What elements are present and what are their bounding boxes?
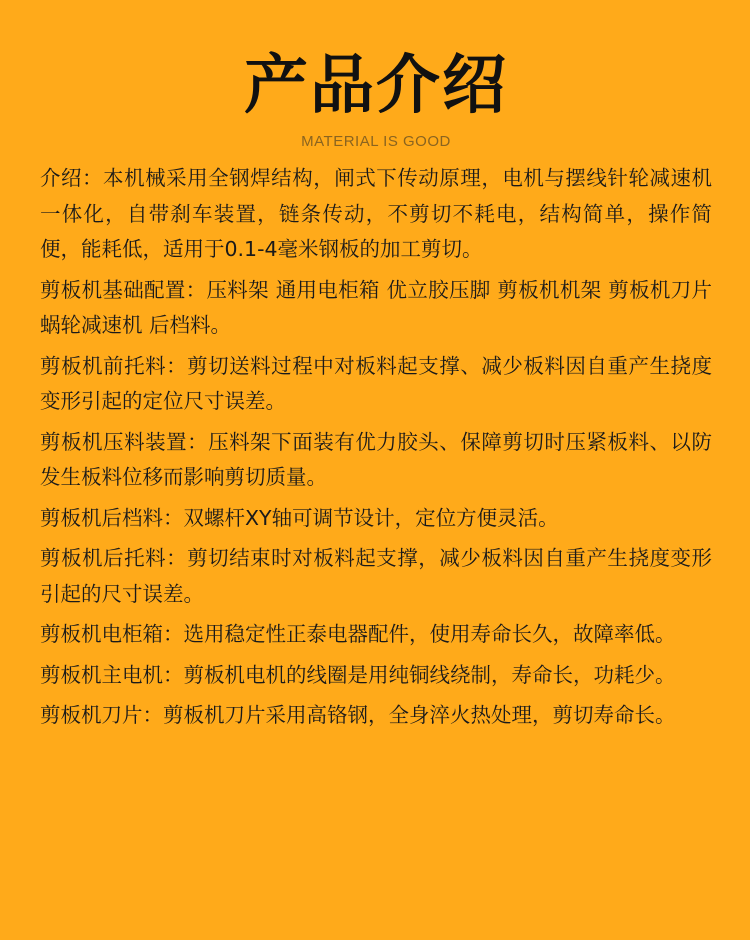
intro-paragraph: 介绍：本机械采用全钢焊结构，闸式下传动原理，电机与摆线针轮减速机一体化，自带刹车装置，链条传动，不剪切不耗电，结构简单，操作简便，能耗低，适用于0.1-4毫米钢板的加工剪切。 — [40, 166, 712, 261]
front-support-paragraph: 剪板机前托料：剪切送料过程中对板料起支撑、减少板料因自重产生挠度变形引起的定位尺寸误差。 — [40, 353, 712, 413]
electric-cabinet-paragraph: 剪板机电柜箱：选用稳定性正泰电器配件，使用寿命长久，故障率低。 — [40, 622, 676, 646]
clamping-device-paragraph: 剪板机压料装置：压料架下面装有优力胶头、保障剪切时压紧板料、以防发生板料位移而影响剪切质量。 — [40, 429, 712, 489]
main-motor-paragraph: 剪板机主电机：剪板机电机的线圈是用纯铜线绕制，寿命长，功耗少。 — [40, 662, 676, 687]
basic-config-paragraph: 剪板机基础配置：压料架 通用电柜箱 优立胶压脚 剪板机机架 剪板机刀片 蜗轮减速机 后档料。 — [40, 277, 712, 337]
page-subtitle: MATERIAL IS GOOD — [301, 133, 451, 150]
description-body — [40, 161, 712, 734]
rear-support-paragraph: 剪板机后托料：剪切结束时对板料起支撑，减少板料因自重产生挠度变形引起的尺寸误差。 — [40, 546, 712, 606]
blade-paragraph: 剪板机刀片：剪板机刀片采用高铬钢，全身淬火热处理，剪切寿命长。 — [40, 703, 676, 727]
back-gauge-paragraph: 剪板机后档料：双螺杆XY轴可调节设计，定位方便灵活。 — [40, 505, 559, 530]
page-title: 产品介绍 — [244, 49, 508, 123]
